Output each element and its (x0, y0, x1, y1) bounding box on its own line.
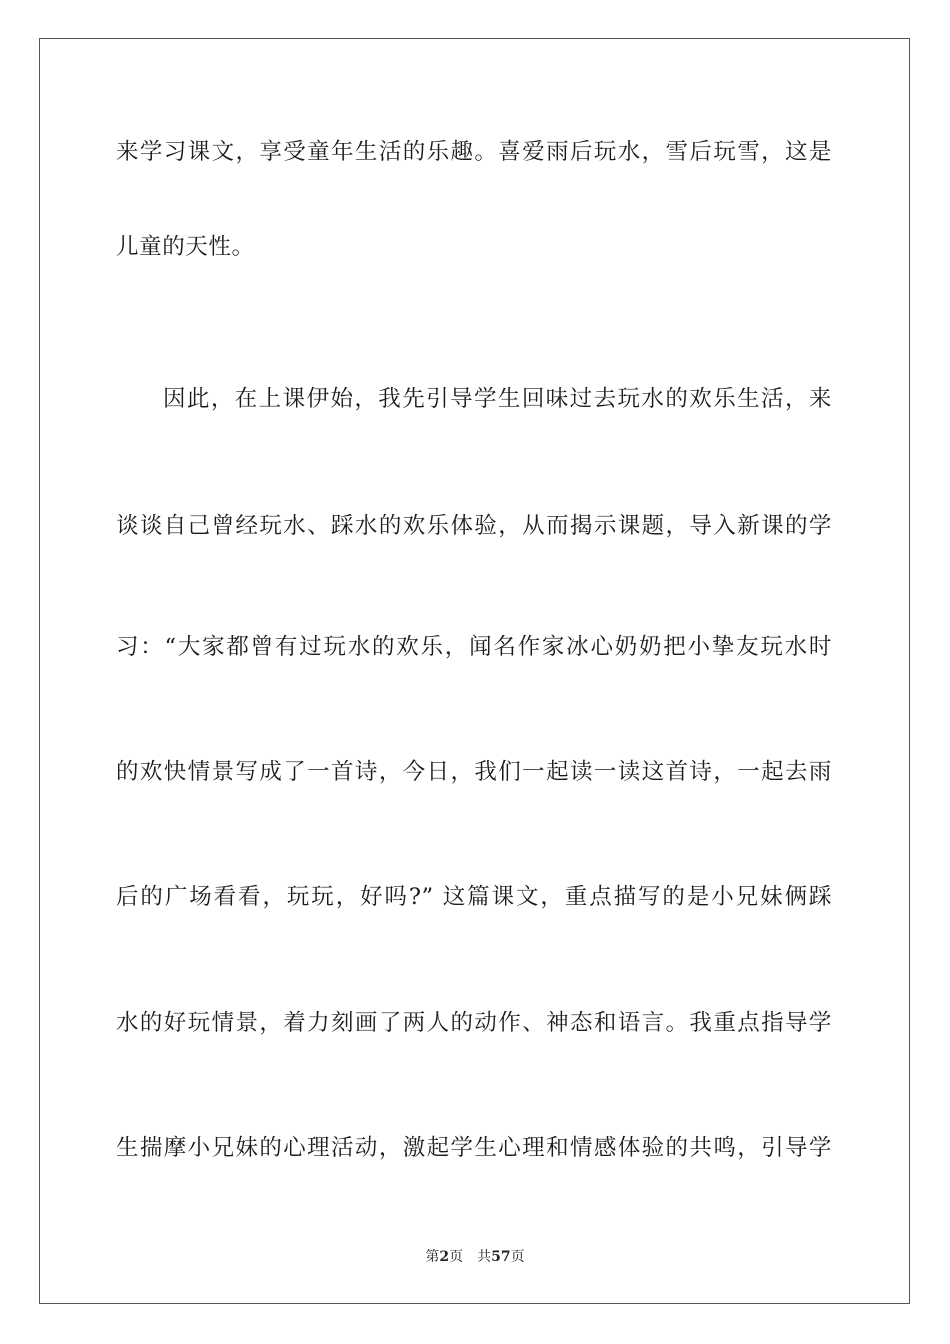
text-line-6: 的欢快情景写成了一首诗，今日，我们一起读一读这首诗，一起去雨 (116, 759, 832, 785)
text-line-7: 后的广场看看，玩玩，好吗?” 这篇课文，重点描写的是小兄妹俩踩 (116, 884, 832, 910)
text-line-3: 因此，在上课伊始，我先引导学生回味过去玩水的欢乐生活，来 (163, 386, 832, 412)
text-line-2: 儿童的天性。 (116, 234, 255, 260)
text-line-9: 生揣摩小兄妹的心理活动，激起学生心理和情感体验的共鸣，引导学 (116, 1135, 832, 1161)
total-prefix: 共 (477, 1249, 492, 1265)
page-number: 2 (439, 1249, 450, 1265)
page-footer (0, 1248, 950, 1266)
total-suffix: 页 (510, 1249, 525, 1265)
page-border (39, 38, 910, 1304)
text-line-8: 水的好玩情景，着力刻画了两人的动作、神态和语言。我重点指导学 (116, 1010, 832, 1036)
total-pages: 57 (491, 1249, 511, 1265)
text-line-5: 习：“大家都曾有过玩水的欢乐，闻名作家冰心奶奶把小挚友玩水时 (116, 634, 832, 660)
page-prefix: 第 (425, 1249, 440, 1265)
page-suffix: 页 (449, 1249, 464, 1265)
text-line-1: 来学习课文，享受童年生活的乐趣。喜爱雨后玩水，雪后玩雪，这是 (116, 139, 832, 165)
text-line-4: 谈谈自己曾经玩水、踩水的欢乐体验，从而揭示课题，导入新课的学 (116, 513, 832, 539)
